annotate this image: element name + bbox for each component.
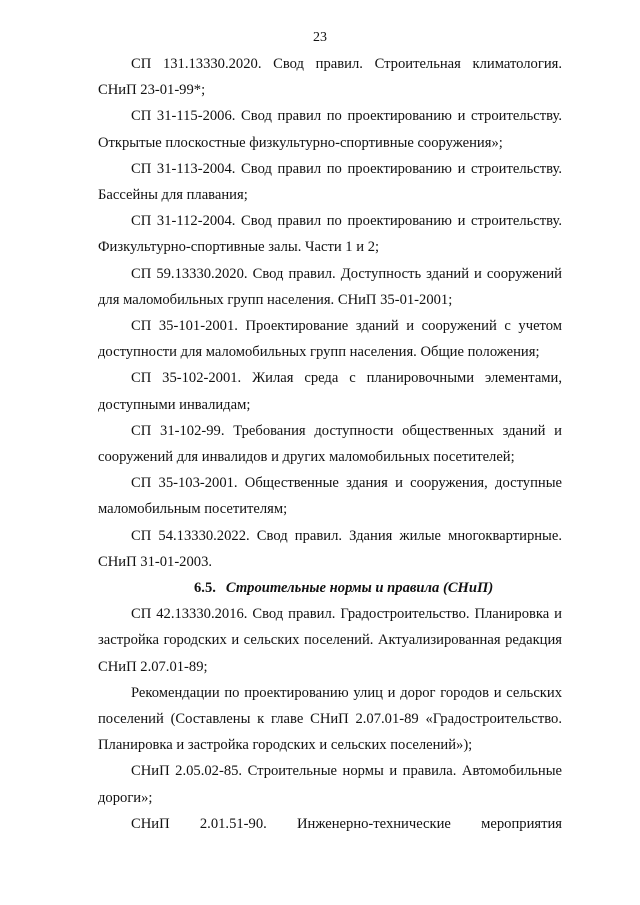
reference-paragraph: СП 59.13330.2020. Свод правил. Доступность зданий и сооружений для маломобильных групп населения. СНиП 35-01-2001; (98, 265, 562, 308)
reference-paragraph: СП 35-103-2001. Общественные здания и сооружения, доступные маломобильным посетителям; (98, 475, 562, 518)
reference-paragraph: СП 35-102-2001. Жилая среда с планировочными элементами, доступными инвалидам; (98, 370, 562, 413)
reference-paragraph: СП 42.13330.2016. Свод правил. Градостроительство. Планировка и застройка городских и сельских поселений. Актуализированная редакция СНиП 2.07.01-89; (98, 606, 562, 675)
reference-paragraph: СП 31-102-99. Требования доступности общественных зданий и сооружений для инвалидов и других маломобильных посетителей; (98, 422, 562, 466)
reference-paragraph: СП 31-115-2006. Свод правил по проектированию и строительству. Открытые плоскостные физкультурно-спортивные сооружения»; (98, 108, 562, 151)
reference-paragraph: Рекомендации по проектированию улиц и дорог городов и сельских поселений (Составлены к главе СНиП 2.07.01-89 «Градостроительство. Планировка и застройка городских и сельских поселений»); (98, 684, 562, 754)
reference-paragraph: СП 131.13330.2020. Свод правил. Строительная климатология. СНиП 23-01-99*; (98, 56, 562, 99)
section-title: Строительные нормы и правила (СНиП) (225, 580, 494, 597)
reference-paragraph: СП 31-113-2004. Свод правил по проектированию и строительству. Бассейны для плавания; (98, 160, 562, 204)
reference-paragraph: СП 31-112-2004. Свод правил по проектированию и строительству. Физкультурно-спортивные залы. Части 1 и 2; (98, 213, 562, 256)
document-body (98, 51, 562, 837)
reference-paragraph: СНиП 2.01.51-90. Инженерно-технические мероприятия (131, 815, 562, 832)
section-heading (98, 575, 562, 601)
reference-paragraph: СП 54.13330.2022. Свод правил. Здания жилые многоквартирные. СНиП 31-01-2003. (98, 527, 562, 570)
section-number: 6.5. (194, 580, 216, 597)
page-number: 23 (313, 30, 327, 45)
reference-paragraph: СП 35-101-2001. Проектирование зданий и сооружений с учетом доступности для маломобильных групп населения. Общие положения; (98, 318, 562, 361)
reference-paragraph: СНиП 2.05.02-85. Строительные нормы и правила. Автомобильные дороги»; (98, 763, 562, 806)
